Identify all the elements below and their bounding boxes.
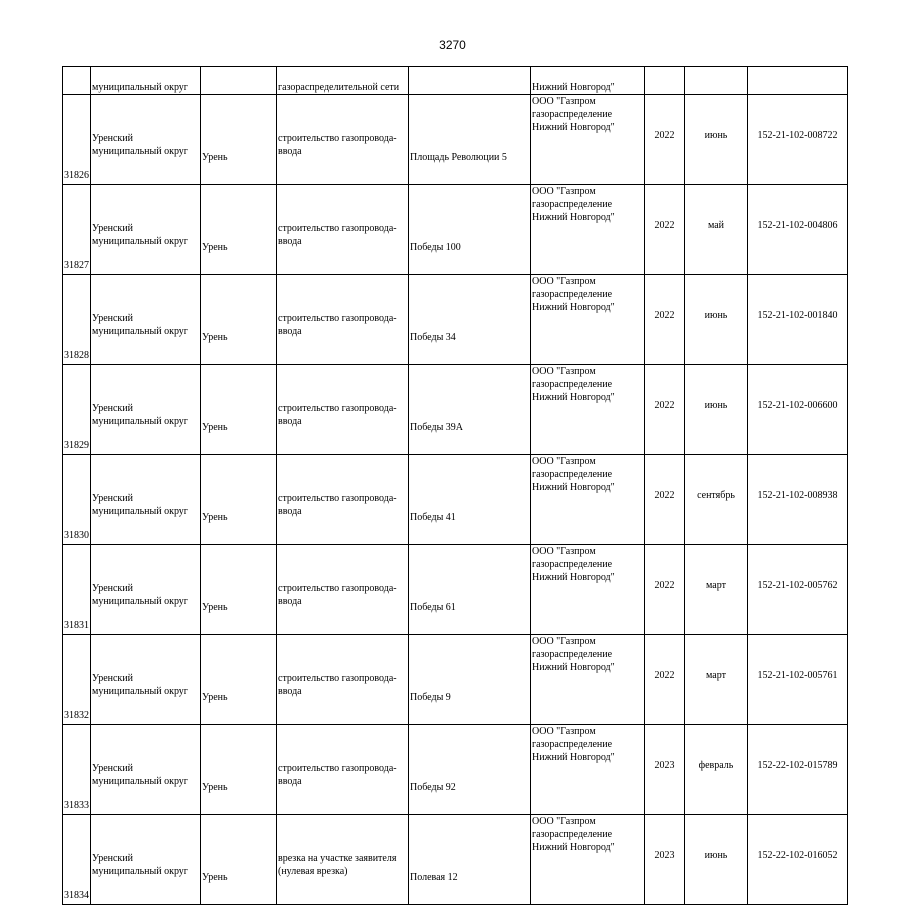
cell-work-line: строительство газопровода- xyxy=(278,492,397,504)
cell-org-line: ООО "Газпром xyxy=(532,276,596,287)
cell-month: сентябрь xyxy=(685,455,748,545)
cell-org-line: ООО "Газпром xyxy=(532,546,596,557)
cell-work-line: врезка на участке заявителя xyxy=(278,852,397,864)
cell-district xyxy=(91,725,201,815)
cell-town: Урень xyxy=(201,365,277,455)
cell-work-line: ввода xyxy=(278,415,302,427)
cell-town xyxy=(201,67,277,95)
cell-year: 2022 xyxy=(645,365,685,455)
cell-town: Урень xyxy=(201,275,277,365)
cell-org-line: ООО "Газпром xyxy=(532,456,596,467)
cell-district-line: муниципальный округ xyxy=(92,685,188,697)
cell-work-line: ввода xyxy=(278,145,302,157)
cell-address xyxy=(409,67,531,95)
cell-org-line: газораспределение xyxy=(532,109,613,120)
cell-address: Победы 39А xyxy=(409,365,531,455)
table-row xyxy=(63,365,848,455)
cell-district-line: муниципальный округ xyxy=(92,775,188,787)
table-row xyxy=(63,635,848,725)
cell-address: Победы 9 xyxy=(409,635,531,725)
cell-org xyxy=(531,545,645,635)
cell-year: 2022 xyxy=(645,545,685,635)
cell-address: Победы 41 xyxy=(409,455,531,545)
cell-district-line: Уренский xyxy=(92,762,133,774)
cell-num: 31827 xyxy=(63,185,91,275)
cell-town: Урень xyxy=(201,545,277,635)
cell-work xyxy=(277,455,409,545)
table-row xyxy=(63,275,848,365)
cell-district-line: муниципальный округ xyxy=(92,235,188,247)
table-row xyxy=(63,95,848,185)
cell-work xyxy=(277,635,409,725)
table-row xyxy=(63,815,848,905)
cell-district-line: муниципальный округ xyxy=(92,325,188,337)
cell-year: 2023 xyxy=(645,815,685,905)
table-body xyxy=(63,67,848,905)
cell-address: Победы 92 xyxy=(409,725,531,815)
cell-org xyxy=(531,455,645,545)
cell-district xyxy=(91,815,201,905)
cell-year: 2022 xyxy=(645,275,685,365)
cell-district-line: муниципальный округ xyxy=(92,595,188,607)
cell-org-line: ООО "Газпром xyxy=(532,186,596,197)
cell-org-line: Нижний Новгород" xyxy=(532,572,615,583)
cell-work-line: строительство газопровода- xyxy=(278,312,397,324)
cell-work xyxy=(277,545,409,635)
cell-address: Победы 100 xyxy=(409,185,531,275)
cell-district-line: Уренский xyxy=(92,492,133,504)
cell-month: июнь xyxy=(685,815,748,905)
cell-work-line: строительство газопровода- xyxy=(278,762,397,774)
cell-year: 2023 xyxy=(645,725,685,815)
cell-month: март xyxy=(685,545,748,635)
cell-org-line: газораспределение xyxy=(532,649,613,660)
table-row xyxy=(63,545,848,635)
cell-org-line: Нижний Новгород" xyxy=(532,842,615,853)
cell-work xyxy=(277,725,409,815)
cell-year: 2022 xyxy=(645,455,685,545)
cell-code: 152-21-102-008938 xyxy=(748,455,848,545)
cell-org-line: ООО "Газпром xyxy=(532,96,596,107)
cell-org-line: газораспределение xyxy=(532,379,613,390)
cell-town: Урень xyxy=(201,95,277,185)
cell-address: Победы 34 xyxy=(409,275,531,365)
cell-address: Полевая 12 xyxy=(409,815,531,905)
cell-district-line: Уренский xyxy=(92,222,133,234)
cell-num: 31831 xyxy=(63,545,91,635)
table-row xyxy=(63,185,848,275)
cell-code: 152-22-102-015789 xyxy=(748,725,848,815)
cell-code: 152-21-102-005761 xyxy=(748,635,848,725)
cell-num: 31830 xyxy=(63,455,91,545)
cell-work xyxy=(277,815,409,905)
cell-month: февраль xyxy=(685,725,748,815)
cell-work-line: строительство газопровода- xyxy=(278,672,397,684)
cell-org-line: Нижний Новгород" xyxy=(532,392,615,403)
cell-district-line: Уренский xyxy=(92,672,133,684)
cell-num: 31834 xyxy=(63,815,91,905)
cell-work-line: ввода xyxy=(278,505,302,517)
cell-org xyxy=(531,365,645,455)
cell-work-line: ввода xyxy=(278,235,302,247)
cell-district: муниципальный округ xyxy=(91,67,201,95)
cell-work-line: ввода xyxy=(278,685,302,697)
cell-num: 31828 xyxy=(63,275,91,365)
cell-org-line: Нижний Новгород" xyxy=(532,482,615,493)
cell-work-line: строительство газопровода- xyxy=(278,222,397,234)
cell-district-line: Уренский xyxy=(92,312,133,324)
cell-code: 152-21-102-004806 xyxy=(748,185,848,275)
cell-district-line: Уренский xyxy=(92,852,133,864)
cell-month: июнь xyxy=(685,365,748,455)
cell-district-line: Уренский xyxy=(92,402,133,414)
cell-month xyxy=(685,67,748,95)
cell-org xyxy=(531,815,645,905)
cell-org-line: Нижний Новгород" xyxy=(532,662,615,673)
cell-org-line: Нижний Новгород" xyxy=(532,302,615,313)
cell-year: 2022 xyxy=(645,185,685,275)
table-row xyxy=(63,455,848,545)
cell-num: 31833 xyxy=(63,725,91,815)
table-row-continued xyxy=(63,67,848,95)
cell-org: Нижний Новгород" xyxy=(531,67,645,95)
cell-year: 2022 xyxy=(645,635,685,725)
cell-month: июнь xyxy=(685,275,748,365)
cell-work xyxy=(277,275,409,365)
cell-town: Урень xyxy=(201,815,277,905)
cell-work-line: строительство газопровода- xyxy=(278,132,397,144)
cell-code: 152-21-102-008722 xyxy=(748,95,848,185)
cell-work-line: ввода xyxy=(278,595,302,607)
cell-org xyxy=(531,275,645,365)
cell-work xyxy=(277,185,409,275)
cell-code: 152-22-102-016052 xyxy=(748,815,848,905)
cell-work: газораспределительной сети xyxy=(277,67,409,95)
page-number: 3270 xyxy=(439,38,466,52)
cell-org-line: Нижний Новгород" xyxy=(532,752,615,763)
cell-num xyxy=(63,67,91,95)
cell-address: Площадь Революции 5 xyxy=(409,95,531,185)
cell-code: 152-21-102-005762 xyxy=(748,545,848,635)
cell-month: май xyxy=(685,185,748,275)
cell-org-line: ООО "Газпром xyxy=(532,816,596,827)
cell-district-line: муниципальный округ xyxy=(92,865,188,877)
cell-town: Урень xyxy=(201,635,277,725)
cell-district-line: Уренский xyxy=(92,132,133,144)
cell-work-line: ввода xyxy=(278,775,302,787)
cell-district xyxy=(91,95,201,185)
cell-month: март xyxy=(685,635,748,725)
cell-code: 152-21-102-006600 xyxy=(748,365,848,455)
cell-org-line: ООО "Газпром xyxy=(532,726,596,737)
cell-org-line: ООО "Газпром xyxy=(532,366,596,377)
cell-work xyxy=(277,365,409,455)
cell-district xyxy=(91,455,201,545)
cell-district-line: муниципальный округ xyxy=(92,505,188,517)
cell-num: 31826 xyxy=(63,95,91,185)
cell-district-line: Уренский xyxy=(92,582,133,594)
cell-work-line: строительство газопровода- xyxy=(278,582,397,594)
cell-district xyxy=(91,545,201,635)
cell-district-line: муниципальный округ xyxy=(92,415,188,427)
cell-district xyxy=(91,275,201,365)
cell-town: Урень xyxy=(201,185,277,275)
cell-org xyxy=(531,725,645,815)
cell-code xyxy=(748,67,848,95)
cell-district xyxy=(91,185,201,275)
cell-town: Урень xyxy=(201,725,277,815)
cell-org xyxy=(531,185,645,275)
cell-work-line: ввода xyxy=(278,325,302,337)
cell-org-line: газораспределение xyxy=(532,469,613,480)
cell-org xyxy=(531,95,645,185)
cell-town: Урень xyxy=(201,455,277,545)
cell-org-line: ООО "Газпром xyxy=(532,636,596,647)
cell-org xyxy=(531,635,645,725)
cell-org-line: газораспределение xyxy=(532,829,613,840)
cell-num: 31832 xyxy=(63,635,91,725)
cell-district xyxy=(91,635,201,725)
cell-org-line: Нижний Новгород" xyxy=(532,122,615,133)
cell-org-line: газораспределение xyxy=(532,199,613,210)
cell-district-line: муниципальный округ xyxy=(92,145,188,157)
cell-org-line: газораспределение xyxy=(532,289,613,300)
cell-work-line: (нулевая врезка) xyxy=(278,865,348,877)
cell-address: Победы 61 xyxy=(409,545,531,635)
cell-org-line: газораспределение xyxy=(532,559,613,570)
cell-district xyxy=(91,365,201,455)
cell-month: июнь xyxy=(685,95,748,185)
cell-code: 152-21-102-001840 xyxy=(748,275,848,365)
cell-year: 2022 xyxy=(645,95,685,185)
gas-connections-table xyxy=(62,66,848,905)
table-row xyxy=(63,725,848,815)
cell-org-line: Нижний Новгород" xyxy=(532,212,615,223)
cell-work xyxy=(277,95,409,185)
cell-year xyxy=(645,67,685,95)
cell-num: 31829 xyxy=(63,365,91,455)
cell-work-line: строительство газопровода- xyxy=(278,402,397,414)
cell-org-line: газораспределение xyxy=(532,739,613,750)
